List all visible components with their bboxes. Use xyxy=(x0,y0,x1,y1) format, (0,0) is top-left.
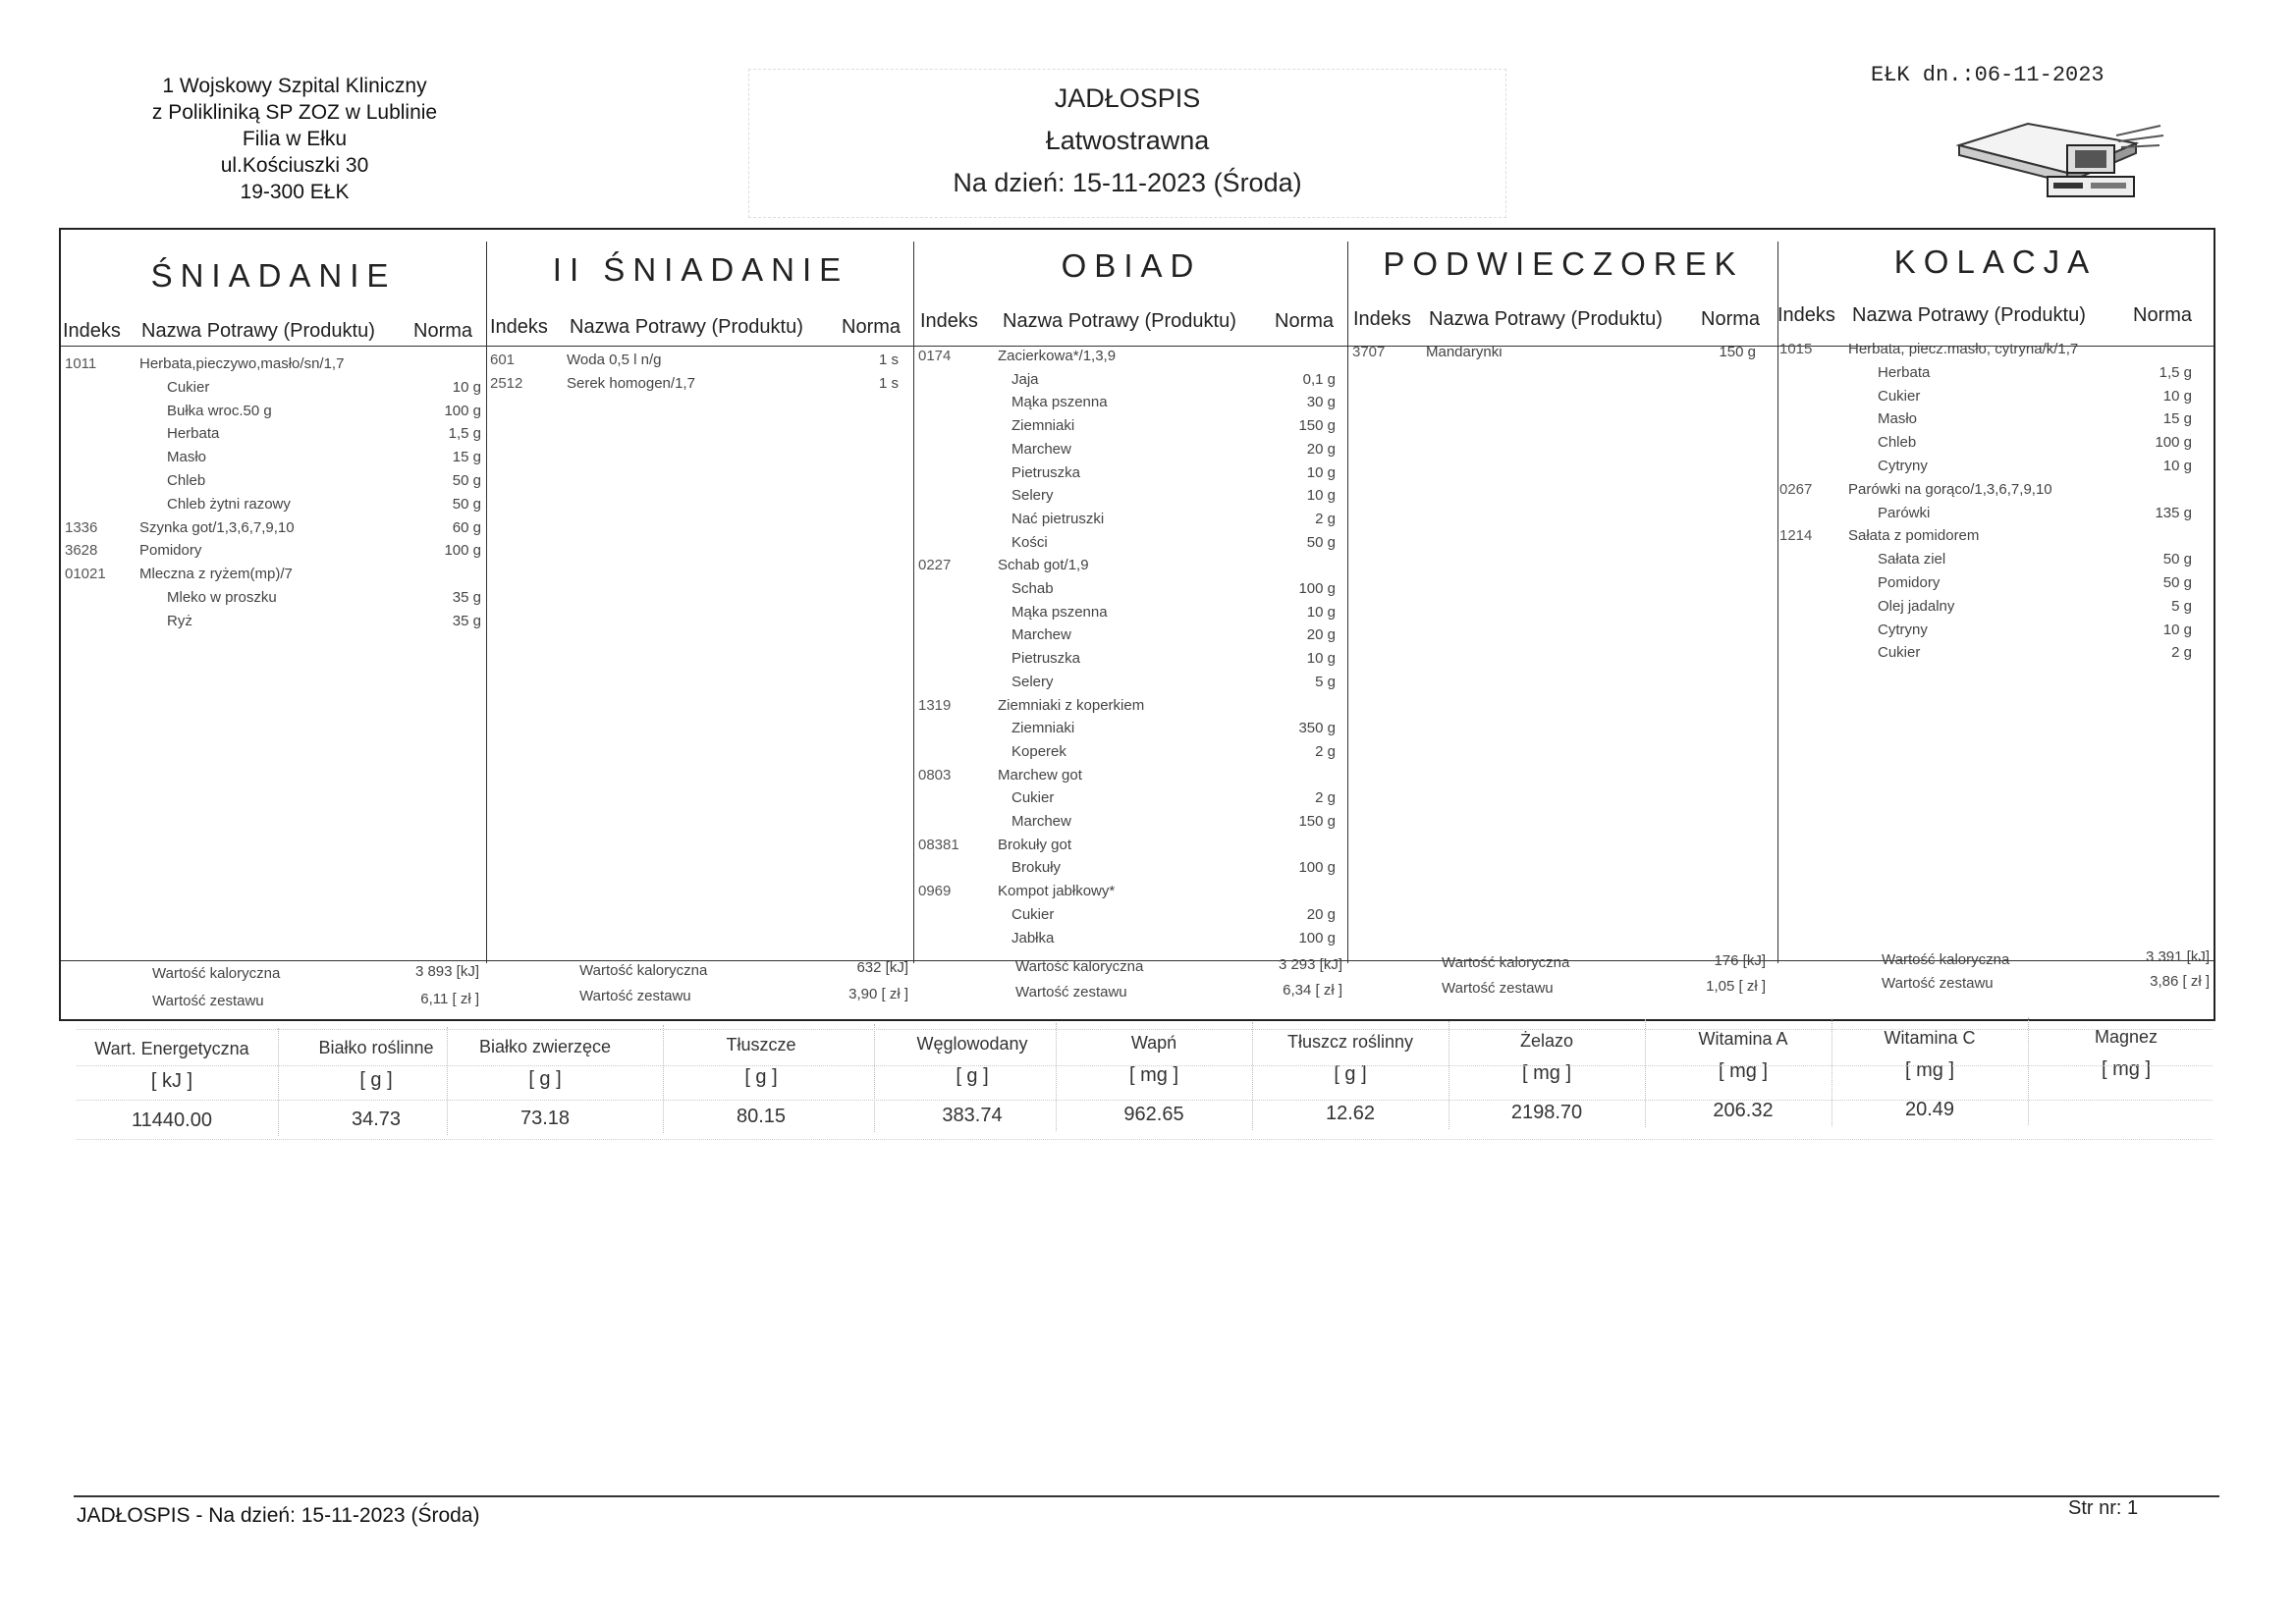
item-name: Marchew xyxy=(1011,440,1071,458)
nutrient-value: 11440.00 xyxy=(132,1109,212,1131)
item-name: Jabłka xyxy=(1011,929,1055,947)
item-code: 2512 xyxy=(490,374,523,392)
item-norm: 10 g xyxy=(2162,621,2192,638)
item-name: Serek homogen/1,7 xyxy=(567,374,695,392)
subheader-norma: Norma xyxy=(1701,308,1761,330)
item-norm: 150 g xyxy=(1719,344,1756,360)
nutrient-label: Wapń xyxy=(1130,1033,1177,1053)
item-name: Parówki na gorąco/1,3,6,7,9,10 xyxy=(1848,480,2052,498)
item-name: Sałata z pomidorem xyxy=(1848,527,1980,545)
item-name: Szynka got/1,3,6,7,9,10 xyxy=(139,518,295,536)
nutrient-unit: [ g ] xyxy=(359,1069,393,1091)
hospital-line: 19-300 EŁK xyxy=(240,181,350,203)
nutrient-unit: [ mg ] xyxy=(1521,1062,1571,1084)
nutrient-unit: [ mg ] xyxy=(1718,1060,1768,1082)
item-name: Cukier xyxy=(1011,905,1055,923)
nutrient-unit: [ g ] xyxy=(1334,1063,1367,1085)
item-norm: 100 g xyxy=(2155,434,2192,452)
nutrient-divider xyxy=(663,1025,664,1133)
subheader-norma: Norma xyxy=(1275,310,1335,332)
item-code: 1015 xyxy=(1779,341,1813,357)
subheader-nazwa: Nazwa Potrawy (Produktu) xyxy=(1003,310,1236,332)
item-norm: 2 g xyxy=(1315,789,1336,807)
item-norm: 5 g xyxy=(1315,673,1336,690)
item-name: Pomidory xyxy=(1878,574,1941,591)
item-norm: 100 g xyxy=(444,402,481,419)
zest-label: Wartość zestawu xyxy=(152,993,264,1009)
item-name: Masło xyxy=(1878,410,1918,428)
kal-label: Wartość kaloryczna xyxy=(1882,951,2010,968)
nutrient-row-line xyxy=(77,1065,2213,1066)
nutrient-unit: [ g ] xyxy=(528,1068,562,1090)
nutrient-unit: [ mg ] xyxy=(2101,1058,2151,1080)
item-norm: 50 g xyxy=(2162,551,2192,568)
item-code: 0174 xyxy=(918,348,952,364)
item-name: Marchew xyxy=(1011,813,1071,830)
zest-value: 6,11 [ zł ] xyxy=(420,991,479,1007)
nutrient-value: 34.73 xyxy=(351,1109,402,1130)
item-code: 08381 xyxy=(918,836,959,853)
item-norm: 35 g xyxy=(452,589,481,606)
header-podwieczorek: PODWIECZOREK xyxy=(1383,245,1744,282)
item-norm: 5 g xyxy=(2171,597,2192,615)
item-norm: 2 g xyxy=(2171,644,2192,662)
item-name: Nać pietruszki xyxy=(1011,510,1105,527)
item-name: Ziemniaki xyxy=(1011,720,1075,737)
kal-value: 632 [kJ] xyxy=(856,959,908,976)
nutrient-label: Żelazo xyxy=(1519,1031,1574,1051)
item-code: 0267 xyxy=(1779,480,1813,498)
kal-label: Wartość kaloryczna xyxy=(152,965,281,982)
nutrient-value: 206.32 xyxy=(1713,1100,1774,1121)
zest-value: 3,86 [ zł ] xyxy=(2150,973,2210,990)
subheader-nazwa: Nazwa Potrawy (Produktu) xyxy=(1852,304,2086,326)
kal-value: 3 391 [kJ] xyxy=(2145,948,2210,965)
item-name: Masło xyxy=(167,449,207,466)
item-name: Cytryny xyxy=(1878,621,1928,638)
nutrient-unit: [ g ] xyxy=(744,1066,778,1088)
item-norm: 20 g xyxy=(1306,905,1336,923)
item-norm: 50 g xyxy=(452,495,481,513)
nutrient-divider xyxy=(278,1028,279,1136)
diet-name: Łatwostrawna xyxy=(1045,126,1210,155)
nutrient-label: Tłuszcz roślinny xyxy=(1286,1032,1414,1052)
column-divider xyxy=(486,242,487,963)
item-name: Pietruszka xyxy=(1011,650,1081,668)
item-name: Cukier xyxy=(1011,789,1055,807)
item-code: 3707 xyxy=(1352,344,1386,360)
page-number: Str nr: 1 xyxy=(2068,1497,2139,1519)
item-name: Chleb żytni razowy xyxy=(167,495,291,513)
item-code: 0227 xyxy=(918,557,952,574)
item-name: Mleko w proszku xyxy=(167,589,277,606)
book-computer-logo xyxy=(1949,106,2175,214)
subheader-indeks: Indeks xyxy=(920,310,978,332)
item-name: Schab got/1,9 xyxy=(998,557,1089,574)
item-norm: 35 g xyxy=(452,612,481,629)
header-sniadanie: ŚNIADANIE xyxy=(150,257,397,294)
item-name: Jaja xyxy=(1011,370,1039,388)
nutrient-divider xyxy=(2028,1017,2029,1125)
nutrient-value: 12.62 xyxy=(1325,1103,1376,1124)
page-title: JADŁOSPIS xyxy=(1054,83,1201,113)
column-divider xyxy=(913,242,914,963)
item-name: Herbata xyxy=(1878,363,1931,381)
item-code: 0969 xyxy=(918,883,952,900)
nutrient-label: Magnez xyxy=(2094,1027,2159,1047)
item-name: Koperek xyxy=(1011,742,1066,760)
item-norm: 150 g xyxy=(1298,813,1336,830)
item-norm: 350 g xyxy=(1298,720,1336,737)
hospital-line: z Polikliniką SP ZOZ w Lublinie xyxy=(151,101,438,124)
nutrient-divider xyxy=(874,1024,875,1132)
item-norm: 135 g xyxy=(2155,504,2192,521)
item-norm: 20 g xyxy=(1306,626,1336,644)
item-code: 1319 xyxy=(918,696,952,714)
item-name: Mąka pszenna xyxy=(1011,394,1108,411)
subheader-indeks: Indeks xyxy=(490,316,548,338)
zest-label: Wartość zestawu xyxy=(1882,975,1994,992)
item-name: Kości xyxy=(1011,533,1048,551)
item-norm: 1,5 g xyxy=(2159,363,2192,381)
nutrient-label: Białko zwierzęce xyxy=(478,1037,612,1056)
zest-value: 1,05 [ zł ] xyxy=(1706,978,1766,995)
item-norm: 30 g xyxy=(1306,394,1336,411)
nutrient-label: Wart. Energetyczna xyxy=(94,1039,249,1058)
item-norm: 100 g xyxy=(1298,580,1336,597)
subheader-nazwa: Nazwa Potrawy (Produktu) xyxy=(570,316,803,338)
item-name: Schab xyxy=(1011,580,1054,597)
item-name: Pietruszka xyxy=(1011,463,1081,481)
item-norm: 10 g xyxy=(452,378,481,396)
subheader-norma: Norma xyxy=(842,316,902,338)
title-box xyxy=(748,69,1506,218)
hospital-line: 1 Wojskowy Szpital Kliniczny xyxy=(162,75,427,97)
item-norm: 10 g xyxy=(2162,387,2192,405)
item-name: Marchew got xyxy=(998,766,1082,784)
nutrient-label: Białko roślinne xyxy=(318,1038,434,1057)
nutrient-row-line xyxy=(77,1100,2213,1101)
kal-label: Wartość kaloryczna xyxy=(1442,954,1570,971)
nutrient-row-line xyxy=(77,1139,2213,1140)
nutrient-divider xyxy=(447,1027,448,1135)
item-norm: 100 g xyxy=(1298,859,1336,877)
nutrient-value: 962.65 xyxy=(1123,1104,1184,1125)
kal-label: Wartość kaloryczna xyxy=(1015,958,1144,975)
item-name: Zacierkowa*/1,3,9 xyxy=(998,348,1117,364)
subheader-nazwa: Nazwa Potrawy (Produktu) xyxy=(141,320,375,342)
item-name: Mąka pszenna xyxy=(1011,603,1108,621)
zest-label: Wartość zestawu xyxy=(1442,980,1554,997)
item-name: Cukier xyxy=(1878,644,1921,662)
kal-value: 176 [kJ] xyxy=(1714,952,1766,969)
subheader-indeks: Indeks xyxy=(1777,304,1835,326)
nutrient-label: Tłuszcze xyxy=(726,1035,796,1055)
item-name: Kompot jabłkowy* xyxy=(998,883,1116,900)
item-name: Cytryny xyxy=(1878,458,1928,474)
item-name: Pomidory xyxy=(139,542,202,560)
zest-value: 6,34 [ zł ] xyxy=(1283,982,1342,999)
nutrient-divider xyxy=(1831,1018,1832,1126)
nutrient-value: 73.18 xyxy=(519,1108,571,1129)
elk-date-code: EŁK dn.:06-11-2023 xyxy=(1871,63,2105,87)
item-name: Mandarynki xyxy=(1426,344,1503,360)
header-ii-sniadanie: II ŚNIADANIE xyxy=(552,251,849,288)
item-norm: 15 g xyxy=(452,449,481,466)
hospital-line: Filia w Ełku xyxy=(242,128,348,150)
item-norm: 10 g xyxy=(1306,650,1336,668)
item-code: 1336 xyxy=(65,518,98,536)
hospital-line: ul.Kościuszki 30 xyxy=(220,154,369,177)
hospital-address xyxy=(118,73,471,205)
menu-date: Na dzień: 15-11-2023 (Środa) xyxy=(953,168,1302,197)
item-norm: 10 g xyxy=(1306,487,1336,505)
item-name: Cukier xyxy=(167,378,210,396)
item-name: Selery xyxy=(1011,673,1054,690)
item-name: Parówki xyxy=(1878,504,1931,521)
item-name: Herbata, piecz.masło, cytryna/k/1,7 xyxy=(1848,341,2079,357)
nutrient-label: Witamina C xyxy=(1884,1028,1976,1048)
nutrient-unit: [ mg ] xyxy=(1128,1064,1178,1086)
footer-text: JADŁOSPIS - Na dzień: 15-11-2023 (Środa) xyxy=(77,1504,480,1527)
item-name: Chleb xyxy=(167,472,206,489)
item-name: Sałata ziel xyxy=(1878,551,1946,568)
item-code: 0803 xyxy=(918,766,952,784)
column-divider xyxy=(1347,242,1348,963)
zest-value: 3,90 [ zł ] xyxy=(848,986,908,1002)
item-code: 1011 xyxy=(65,355,97,372)
header-obiad: OBIAD xyxy=(1061,247,1202,284)
nutrient-divider xyxy=(1056,1023,1057,1131)
subheader-nazwa: Nazwa Potrawy (Produktu) xyxy=(1429,308,1663,330)
nutrient-label: Węglowodany xyxy=(916,1034,1028,1054)
item-norm: 20 g xyxy=(1306,440,1336,458)
nutrient-value: 2198.70 xyxy=(1510,1102,1583,1123)
zest-label: Wartość zestawu xyxy=(1015,984,1127,1001)
nutrient-row-line xyxy=(77,1029,2213,1030)
item-name: Selery xyxy=(1011,487,1054,505)
item-code: 601 xyxy=(490,352,516,368)
subheader-norma: Norma xyxy=(413,320,473,342)
nutrient-value: 80.15 xyxy=(736,1106,787,1127)
item-name: Olej jadalny xyxy=(1878,597,1955,615)
item-name: Mleczna z ryżem(mp)/7 xyxy=(139,566,293,583)
nutrient-unit: [ mg ] xyxy=(1904,1059,1954,1081)
column-divider xyxy=(1777,242,1778,963)
item-norm: 10 g xyxy=(2162,458,2192,474)
item-norm: 1 s xyxy=(878,374,899,392)
item-norm: 100 g xyxy=(444,542,481,560)
item-code: 3628 xyxy=(65,542,98,560)
item-name: Woda 0,5 l n/g xyxy=(567,352,662,368)
kal-value: 3 893 [kJ] xyxy=(414,963,479,980)
item-norm: 50 g xyxy=(2162,574,2192,591)
item-norm: 50 g xyxy=(1306,533,1336,551)
item-norm: 10 g xyxy=(1306,463,1336,481)
item-name: Brokuły xyxy=(1011,859,1062,877)
nutrient-unit: [ g ] xyxy=(956,1065,989,1087)
item-norm: 1,5 g xyxy=(448,425,481,443)
item-norm: 100 g xyxy=(1298,929,1336,947)
nutrient-value: 20.49 xyxy=(1904,1099,1955,1120)
kal-label: Wartość kaloryczna xyxy=(579,962,708,979)
item-name: Chleb xyxy=(1878,434,1917,452)
item-name: Herbata xyxy=(167,425,220,443)
item-name: Bułka wroc.50 g xyxy=(167,402,272,419)
item-code: 1214 xyxy=(1779,527,1813,545)
item-name: Ziemniaki xyxy=(1011,417,1075,435)
nutrient-value: 383.74 xyxy=(942,1105,1003,1126)
subheader-indeks: Indeks xyxy=(1353,308,1411,330)
item-norm: 1 s xyxy=(878,352,899,368)
nutrient-unit: [ kJ ] xyxy=(150,1070,193,1092)
zest-label: Wartość zestawu xyxy=(579,988,691,1004)
item-norm: 0,1 g xyxy=(1302,370,1336,388)
subheader-indeks: Indeks xyxy=(63,320,121,342)
item-norm: 10 g xyxy=(1306,603,1336,621)
header-kolacja: KOLACJA xyxy=(1893,243,2098,280)
item-name: Ryż xyxy=(167,612,192,629)
item-norm: 150 g xyxy=(1298,417,1336,435)
item-code: 01021 xyxy=(65,566,106,583)
item-name: Brokuły got xyxy=(998,836,1072,853)
item-name: Ziemniaki z koperkiem xyxy=(998,696,1145,714)
kal-value: 3 293 [kJ] xyxy=(1278,956,1342,973)
nutrient-label: Witamina A xyxy=(1698,1029,1788,1049)
item-norm: 60 g xyxy=(452,518,481,536)
item-norm: 2 g xyxy=(1315,510,1336,527)
item-name: Marchew xyxy=(1011,626,1071,644)
item-norm: 15 g xyxy=(2162,410,2192,428)
item-name: Herbata,pieczywo,masło/sn/1,7 xyxy=(139,355,345,372)
item-norm: 50 g xyxy=(452,472,481,489)
nutrient-divider xyxy=(1252,1022,1253,1130)
item-norm: 2 g xyxy=(1315,742,1336,760)
item-name: Cukier xyxy=(1878,387,1921,405)
subheader-norma: Norma xyxy=(2133,304,2193,326)
nutrient-divider xyxy=(1645,1019,1646,1127)
footer-divider xyxy=(74,1495,2219,1497)
